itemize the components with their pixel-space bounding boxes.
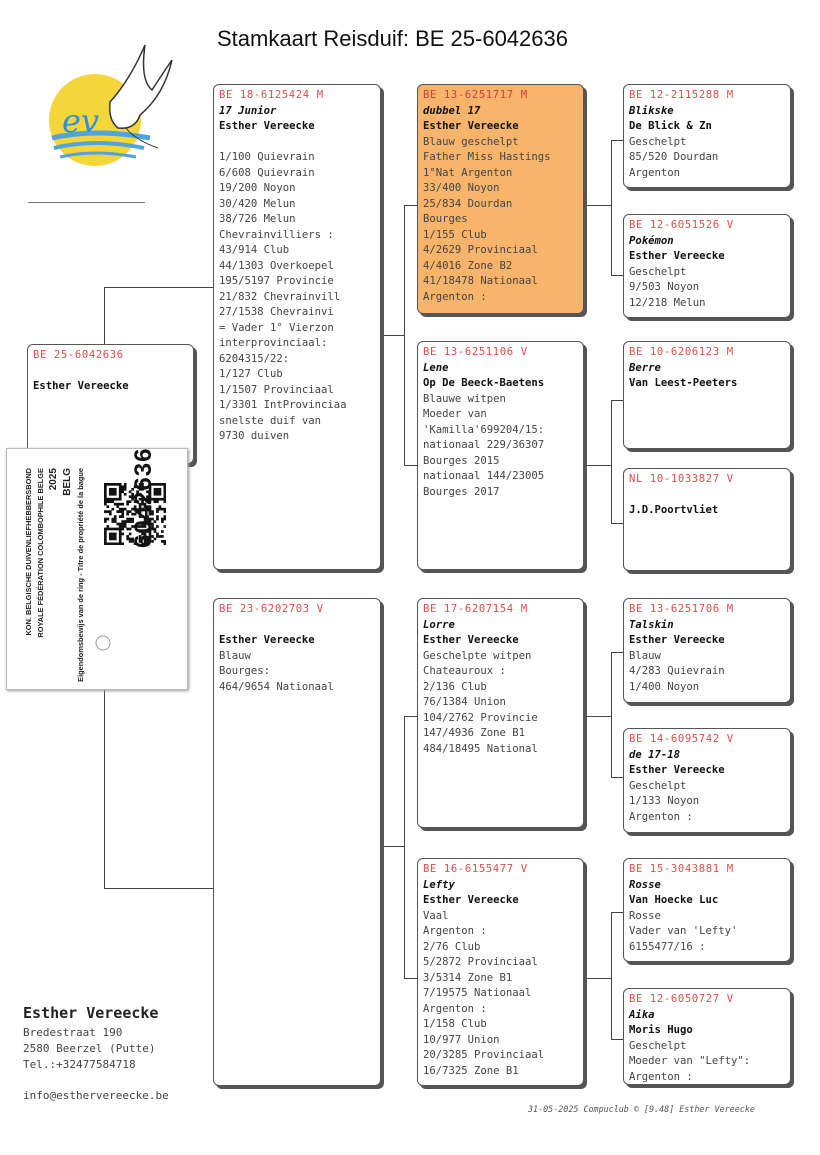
pigeon-name: Talskin [629, 618, 674, 631]
pedigree-line: Moeder van "Lefty": [629, 1055, 751, 1067]
ring-number: BE 17-6207154 M [423, 603, 528, 615]
pedigree-line: 195/5197 Provincie [219, 275, 334, 287]
breeder: Esther Vereecke [219, 120, 315, 132]
pedigree-line: Argenton : [629, 810, 693, 823]
pigeon-card-fmf[interactable] [623, 341, 791, 449]
connector-line [611, 912, 612, 1039]
pedigree-line: Vaal [423, 909, 449, 922]
pedigree-line: 1/400 Noyon [629, 680, 700, 693]
pedigree-line: 16/7325 Zone B1 [423, 1064, 519, 1077]
pigeon-name: de 17-18 [629, 748, 681, 761]
breeder: Esther Vereecke [219, 634, 315, 646]
pedigree-line: Bourges 2017 [423, 485, 500, 498]
pigeon-card-grandfather-maternal[interactable] [417, 598, 584, 828]
ring-card-line-3: Eigendomsbewijs van de ring - Titre de propriété de la bague [76, 468, 85, 682]
pedigree-line: Father Miss Hastings [423, 151, 551, 163]
pigeon-card-grandmother-maternal[interactable] [417, 858, 584, 1086]
pigeon-card-fmm[interactable] [623, 468, 791, 571]
pedigree-line: 147/4936 Zone B1 [423, 727, 526, 739]
ring-number: BE 25-6042636 [33, 349, 124, 361]
pedigree-line: Geschelpte witpen [423, 649, 532, 662]
connector-line [611, 275, 623, 276]
ring-number: BE 12-2115288 M [629, 89, 734, 101]
pedigree-line: 464/9654 Nationaal [219, 680, 334, 693]
connector-line [611, 652, 612, 777]
pedigree-line: 6/608 Quievrain [219, 166, 315, 179]
pedigree-line: Argenton : [629, 1070, 693, 1083]
pedigree-line: 6204315/22: [219, 352, 290, 365]
pedigree-line: Chevrainvilliers : [219, 228, 334, 241]
connector-line [587, 465, 611, 466]
ring-card-text [48, 468, 62, 678]
ring-number: 6042636 [130, 447, 157, 548]
breeder: Van Leest-Peeters [629, 377, 738, 389]
pigeon-name: Lene [423, 361, 449, 374]
breeder-address: Bredestraat 190 [23, 1026, 123, 1039]
breeder: Esther Vereecke [423, 634, 519, 646]
ring-number: BE 13-6251706 M [629, 603, 734, 615]
pigeon-name: Pokémon [629, 234, 674, 247]
breeder-email[interactable]: info@esthervereecke.be [23, 1089, 169, 1102]
pedigree-line: 43/914 Club [219, 244, 290, 256]
ring-number: BE 12-6051526 V [629, 219, 734, 231]
ring-card-year: 2025 [48, 468, 59, 491]
connector-line [104, 888, 213, 889]
pedigree-line: 7/19575 Nationaal [423, 987, 532, 999]
connector-line [404, 716, 405, 978]
pedigree-line: Bourges [423, 213, 468, 225]
pedigree-line: 4/4016 Zone B2 [423, 259, 513, 272]
pedigree-line: 1/155 Club [423, 228, 487, 241]
pedigree-line: Blauw [629, 649, 661, 662]
pedigree-line: 19/200 Noyon [219, 182, 296, 194]
ring-hole-icon [94, 634, 112, 652]
pedigree-line: Argenton : [423, 1002, 487, 1015]
club-logo [40, 40, 180, 180]
pigeon-card-mmf[interactable] [623, 858, 791, 962]
pigeon-name: Lorre [423, 618, 455, 631]
connector-line [404, 205, 405, 465]
pigeon-name: dubbel 17 [423, 104, 481, 117]
connector-line [587, 978, 611, 979]
pigeon-card-grandmother-paternal[interactable] [417, 341, 584, 570]
pedigree-line: 85/520 Dourdan [629, 151, 719, 163]
breeder: Esther Vereecke [423, 894, 519, 906]
connector-line [611, 652, 623, 653]
breeder: Esther Vereecke [423, 120, 519, 132]
pedigree-line: 44/1303 Overkoepel [219, 259, 334, 272]
pedigree-line: 9730 duiven [219, 430, 290, 442]
pedigree-line: 104/2762 Provincie [423, 711, 538, 724]
pedigree-line: 76/1384 Union [423, 696, 506, 708]
pedigree-line: 21/832 Chevrainvill [219, 290, 341, 303]
breeder-phone: Tel.:+32477584718 [23, 1058, 136, 1071]
pedigree-line: Chateauroux : [423, 665, 506, 677]
ring-card-country: BELG [62, 468, 73, 496]
pedigree-line: 1/127 Club [219, 368, 283, 380]
pigeon-name: Lefty [423, 878, 455, 891]
ring-number: BE 15-3043881 M [629, 863, 734, 875]
pedigree-line: 4/283 Quievrain [629, 665, 725, 677]
pedigree-line: 3/5314 Zone B1 [423, 971, 513, 984]
breeder: Esther Vereecke [629, 634, 725, 646]
breeder: Esther Vereecke [629, 764, 725, 776]
pedigree-line: 2/76 Club [423, 940, 481, 953]
ring-card-line-2: ROYALE FÉDÉRATION COLOMBOPHILE BELGE [36, 468, 45, 638]
pedigree-line: 1°Nat Argenton [423, 166, 513, 179]
pedigree-line: 1/158 Club [423, 1018, 487, 1030]
breeder: Esther Vereecke [33, 380, 129, 392]
pedigree-line: snelste duif van [219, 414, 322, 427]
pedigree-line: 30/420 Melun [219, 197, 296, 210]
pedigree-line: 1/133 Noyon [629, 795, 700, 807]
pedigree-line: 2/136 Club [423, 680, 487, 693]
pigeon-card-subject[interactable] [27, 344, 194, 464]
pedigree-line: 4/2629 Provinciaal [423, 244, 538, 256]
pedigree-line: 41/18478 Nationaal [423, 275, 538, 287]
breeder: J.D.Poortvliet [629, 504, 719, 516]
separator-line [28, 202, 145, 203]
ring-number: BE 13-6251717 M [423, 89, 528, 101]
pedigree-line: 20/3285 Provinciaal [423, 1049, 545, 1061]
ring-number: BE 13-6251106 V [423, 346, 528, 358]
connector-line [611, 912, 623, 913]
connector-line [404, 978, 417, 979]
pigeon-name: Rosse [629, 878, 661, 891]
print-info: 31-05-2025 Compuclub © [9.48] Esther Vereecke [528, 1104, 755, 1114]
svg-text:ev: ev [62, 102, 100, 140]
ring-card-text [62, 468, 76, 678]
breeder: Esther Vereecke [629, 250, 725, 262]
pigeon-card-mother[interactable] [213, 598, 381, 1086]
pigeon-card-fff[interactable] [623, 84, 791, 188]
connector-line [104, 287, 213, 288]
pedigree-line: Blauw geschelpt [423, 135, 519, 148]
pedigree-line: 9/503 Noyon [629, 281, 700, 293]
breeder: Op De Beeck-Baetens [423, 377, 545, 389]
pedigree-line [629, 488, 790, 504]
pedigree-line: Geschelpt [629, 779, 687, 792]
ring-number: BE 14-6095742 V [629, 733, 734, 745]
pedigree-line: 33/400 Noyon [423, 182, 500, 194]
ring-number: BE 12-6050727 V [629, 993, 734, 1005]
pedigree-line: Geschelpt [629, 1039, 687, 1052]
ring-number: NL 10-1033827 V [629, 473, 734, 485]
ring-number: BE 23-6202703 V [219, 603, 324, 615]
connector-line [587, 205, 611, 206]
pedigree-line: 1/1507 Provinciaal [219, 383, 334, 396]
pedigree-line: 10/977 Union [423, 1033, 500, 1046]
pedigree-line: Moeder van [423, 408, 487, 420]
pedigree-line: nationaal 144/23005 [423, 470, 545, 482]
ring-number: BE 18-6125424 M [219, 89, 324, 101]
pigeon-name: Aika [629, 1008, 655, 1021]
pedigree-line: Vader van 'Lefty' [629, 925, 738, 937]
pedigree-line: Geschelpt [629, 135, 687, 148]
pedigree-line: interprovinciaal: [219, 337, 328, 349]
pedigree-line: nationaal 229/36307 [423, 439, 545, 451]
pedigree-line: 1/100 Quievrain [219, 151, 315, 163]
connector-line [611, 523, 623, 524]
pedigree-line: 6155477/16 : [629, 940, 706, 953]
pedigree-line: 484/18495 National [423, 742, 538, 755]
connector-line [404, 205, 417, 206]
pedigree-line: Bourges 2015 [423, 454, 500, 467]
pigeon-name: 17 Junior [219, 104, 277, 117]
pigeon-card-mff[interactable] [623, 598, 791, 703]
pedigree-line: Blauw [219, 649, 251, 662]
pedigree-line: Argenton [629, 166, 681, 179]
ring-number: BE 10-6206123 M [629, 346, 734, 358]
pigeon-card-mfm[interactable] [623, 728, 791, 833]
connector-line [611, 140, 623, 141]
connector-line [611, 1039, 623, 1040]
connector-line [384, 335, 404, 336]
pigeon-card-grandfather-paternal[interactable] [417, 84, 584, 314]
connector-line [384, 846, 404, 847]
breeder-name: Esther Vereecke [23, 1004, 159, 1022]
pedigree-line: Blauwe witpen [423, 392, 506, 405]
pedigree-line: Bourges: [219, 665, 271, 677]
connector-line [611, 140, 612, 275]
connector-line [404, 465, 417, 466]
breeder: Moris Hugo [629, 1024, 693, 1036]
pedigree-line: Rosse [629, 909, 661, 922]
pigeon-card-father[interactable] [213, 84, 381, 570]
pedigree-line: Argenton : [423, 925, 487, 937]
pedigree-line [219, 618, 380, 634]
ring-number: BE 16-6155477 V [423, 863, 528, 875]
connector-line [611, 400, 612, 523]
pedigree-line: 25/834 Dourdan [423, 197, 513, 210]
ring-card-line-1: KON. BELGISCHE DUIVENLIEFHEBBERSBOND [24, 468, 33, 636]
connector-line [404, 716, 417, 717]
pedigree-line: 38/726 Melun [219, 213, 296, 225]
connector-line [611, 400, 623, 401]
spacer [33, 364, 193, 380]
pedigree-line [219, 135, 380, 151]
pedigree-line: Argenton : [423, 290, 487, 303]
breeder-city: 2580 Beerzel (Putte) [23, 1042, 156, 1055]
pedigree-line: 'Kamilla'699204/15: [423, 423, 545, 436]
pedigree-line: 5/2872 Provinciaal [423, 956, 538, 968]
pedigree-line: = Vader 1° Vierzon [219, 321, 334, 334]
pigeon-name: Berre [629, 361, 661, 374]
connector-line [611, 777, 623, 778]
pigeon-card-ffm[interactable] [623, 214, 791, 318]
pedigree-line: 12/218 Melun [629, 296, 706, 309]
ring-card-text [76, 468, 90, 682]
breeder: Van Hoecke Luc [629, 894, 719, 906]
pigeon-name: Blikske [629, 104, 674, 117]
connector-line [587, 716, 611, 717]
page-title: Stamkaart Reisduif: BE 25-6042636 [217, 26, 568, 51]
pedigree-line: 1/3301 IntProvinciaa [219, 399, 347, 411]
breeder: De Blick & Zn [629, 120, 712, 132]
pigeon-card-mmm[interactable] [623, 988, 791, 1085]
pedigree-line: 27/1538 Chevrainvi [219, 306, 334, 318]
pedigree-line: Geschelpt [629, 265, 687, 278]
